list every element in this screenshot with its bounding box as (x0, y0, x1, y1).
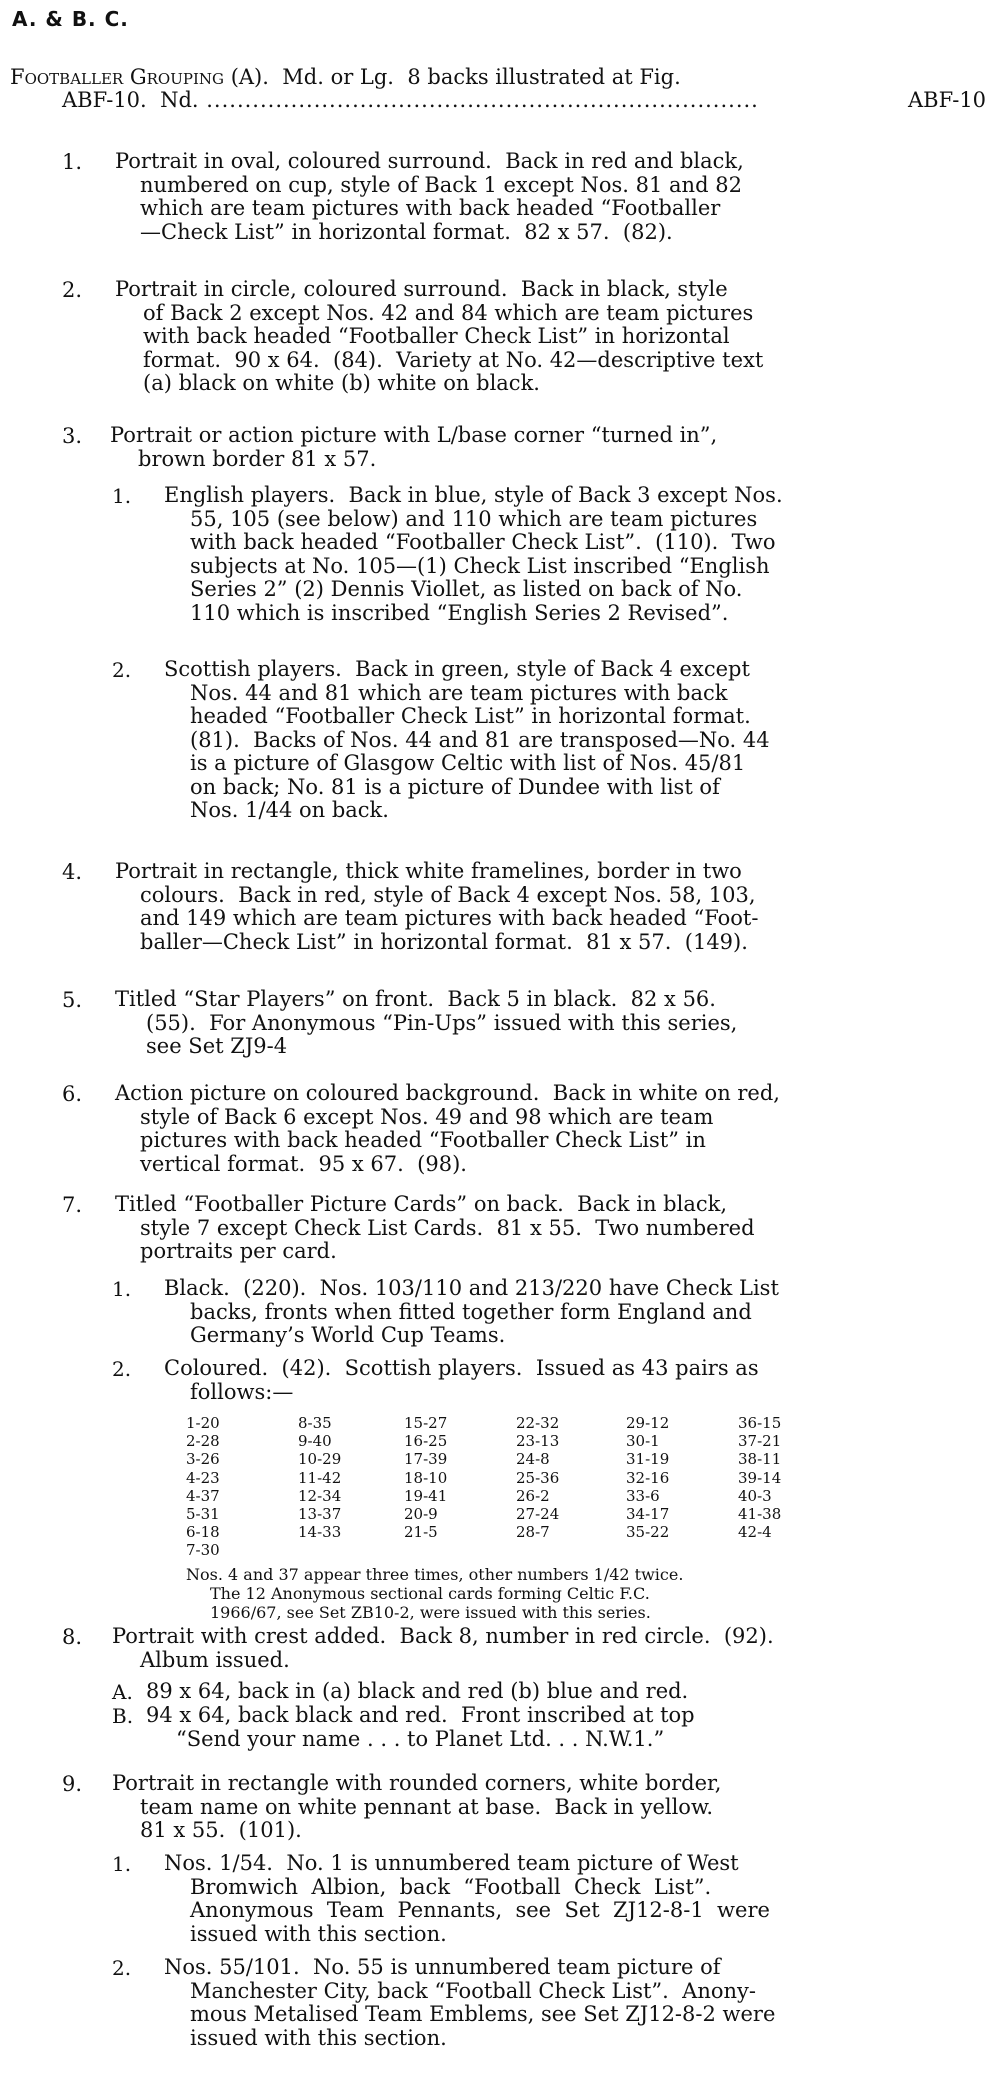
entry-line: 81 x 55. (101). (140, 1818, 302, 1842)
entry-line: 55, 105 (see below) and 110 which are team pictures (190, 506, 758, 531)
entry-line: and 149 which are team pictures with back headed “Foot- (140, 906, 759, 930)
entry-number: 1. (62, 150, 83, 174)
entry-line: Portrait in rectangle with rounded corners, white border, (112, 1771, 722, 1795)
note-line: 1966/67, see Set ZB10-2, were issued with this series. (210, 1603, 651, 1622)
entry-line: Series 2” (2) Dennis Viollet, as listed on back of No. (190, 577, 743, 601)
pairs-table (186, 1414, 866, 1564)
entry-number: B. (112, 1704, 134, 1728)
entry-line: Portrait in circle, coloured surround. Back in black, style (115, 277, 728, 301)
entry-line: Portrait in oval, coloured surround. Back in red and black, (115, 149, 744, 173)
entry-line: Black. (220). Nos. 103/110 and 213/220 have Check List (164, 1276, 779, 1300)
entry-line: 89 x 64, back in (a) black and red (b) blue and red. (146, 1679, 689, 1703)
entry-number: 8. (62, 1625, 83, 1649)
entry-line: vertical format. 95 x 67. (98). (140, 1151, 467, 1176)
entry-line: 94 x 64, back black and red. Front inscribed at top (146, 1703, 695, 1727)
entry-number: 2. (112, 658, 132, 682)
intro-title: Footballer Grouping (10, 65, 225, 89)
entry-line: team name on white pennant at base. Back in yellow. (140, 1794, 714, 1819)
entry-line: follows:— (190, 1379, 294, 1404)
pairs-column: 22-32 23-13 24-8 25-36 26-2 27-24 28-7 (516, 1414, 560, 1542)
intro-ref: ABF-10 (908, 88, 987, 112)
entry-line: Portrait with crest added. Back 8, number in red circle. (92). (112, 1624, 774, 1648)
entry-number: 2. (62, 278, 83, 302)
entry-line: Scottish players. Back in green, style of Back 4 except (164, 657, 750, 681)
entry-line: Album issued. (140, 1647, 290, 1672)
entry-line: portraits per card. (140, 1239, 337, 1263)
intro-line-2 (62, 89, 759, 113)
leader-dots: ........................................................................ (198, 88, 759, 112)
note-line: The 12 Anonymous sectional cards forming Celtic F.C. (210, 1584, 650, 1603)
entry-line: with back headed “Footballer Check List”. (110). Two (190, 530, 776, 554)
entry-line: Bromwich Albion, back “Football Check List”. (190, 1874, 712, 1899)
entry-number: 4. (62, 860, 83, 884)
entry-line: (a) black on white (b) white on black. (143, 371, 540, 395)
note-line: Nos. 4 and 37 appear three times, other numbers 1/42 twice. (186, 1565, 684, 1584)
entry-line: colours. Back in red, style of Back 4 except Nos. 58, 103, (140, 882, 756, 907)
entry-line: subjects at No. 105—(1) Check List inscribed “English (190, 553, 770, 578)
entry-line: Coloured. (42). Scottish players. Issued as 43 pairs as (164, 1356, 759, 1380)
entry-line: which are team pictures with back headed “Footballer (140, 196, 721, 220)
entry-line: English players. Back in blue, style of Back 3 except Nos. (164, 483, 783, 507)
entry-line: “Send your name . . . to Planet Ltd. . . N.W.1.” (176, 1726, 665, 1751)
entry-line: Nos. 1/54. No. 1 is unnumbered team picture of West (164, 1851, 739, 1875)
entry-line: Nos. 1/44 on back. (190, 798, 389, 822)
entry-number: 2. (112, 1357, 132, 1381)
pairs-column: 1-20 2-28 3-26 4-23 4-37 5-31 6-18 7-30 (186, 1414, 220, 1560)
entry-line: backs, fronts when fitted together form England and (190, 1299, 752, 1324)
entry-number: 9. (62, 1772, 83, 1796)
entry-line: numbered on cup, style of Back 1 except Nos. 81 and 82 (140, 172, 742, 197)
entry-number: A. (112, 1680, 133, 1704)
entry-line: style 7 except Check List Cards. 81 x 55. Two numbered (140, 1215, 755, 1240)
entry-line: on back; No. 81 is a picture of Dundee with list of (190, 774, 720, 799)
entry-line: with back headed “Footballer Check List” in horizontal (143, 324, 730, 348)
entry-number: 1. (112, 484, 132, 508)
page-header: A. & B. C. (12, 7, 129, 31)
entry-line: issued with this section. (190, 2025, 447, 2050)
entry-number: 2. (112, 1956, 132, 1980)
entry-line: —Check List” in horizontal format. 82 x 57. (82). (140, 219, 673, 244)
entry-line: Portrait in rectangle, thick white framelines, border in two (115, 859, 742, 883)
entry-line: Nos. 44 and 81 which are team pictures with back (190, 680, 728, 705)
entry-line: Titled “Star Players” on front. Back 5 in black. 82 x 56. (115, 987, 716, 1011)
intro-line-1 (10, 66, 681, 90)
entry-line: style of Back 6 except Nos. 49 and 98 which are team (140, 1104, 714, 1129)
entry-line: Portrait or action picture with L/base corner “turned in”, (110, 423, 718, 447)
pairs-column: 15-27 16-25 17-39 18-10 19-41 20-9 21-5 (404, 1414, 448, 1542)
entry-line: Action picture on coloured background. Back in white on red, (115, 1081, 780, 1105)
entry-line: Manchester City, back “Football Check List”. Anony- (190, 1978, 756, 2003)
entry-line: 110 which is inscribed “English Series 2 Revised”. (190, 600, 729, 625)
entry-number: 1. (112, 1852, 132, 1876)
entry-line: issued with this section. (190, 1921, 447, 1946)
entry-line: is a picture of Glasgow Celtic with list of Nos. 45/81 (190, 751, 746, 775)
entry-line: Germany’s World Cup Teams. (190, 1323, 506, 1347)
entry-line: (55). For Anonymous “Pin-Ups” issued with this series, (146, 1010, 738, 1035)
entry-line: baller—Check List” in horizontal format. 81 x 57. (149). (140, 929, 748, 954)
entry-number: 3. (62, 424, 83, 448)
entry-number: 6. (62, 1082, 83, 1106)
entry-line: of Back 2 except Nos. 42 and 84 which are team pictures (143, 300, 754, 325)
intro-line-1-rest: (A). Md. or Lg. 8 backs illustrated at Fig. (224, 65, 681, 89)
entry-line: brown border 81 x 57. (138, 446, 377, 471)
pairs-column: 36-15 37-21 38-11 39-14 40-3 41-38 42-4 (738, 1414, 782, 1542)
intro-line-2-text: ABF-10. Nd. (62, 88, 199, 112)
entry-number: 1. (112, 1277, 132, 1301)
pairs-column: 8-35 9-40 10-29 11-42 12-34 13-37 14-33 (298, 1414, 342, 1542)
entry-line: Anonymous Team Pennants, see Set ZJ12-8-1 were (190, 1898, 770, 1922)
entry-line: format. 90 x 64. (84). Variety at No. 42—descriptive text (143, 347, 764, 372)
entry-line: mous Metalised Team Emblems, see Set ZJ12-8-2 were (190, 2002, 776, 2026)
entry-line: Titled “Footballer Picture Cards” on back. Back in black, (115, 1192, 728, 1216)
entry-number: 5. (62, 988, 83, 1012)
entry-line: (81). Backs of Nos. 44 and 81 are transposed—No. 44 (190, 727, 770, 752)
entry-line: headed “Footballer Check List” in horizontal format. (190, 704, 751, 728)
entry-line: pictures with back headed “Footballer Check List” in (140, 1128, 706, 1152)
entry-number: 7. (62, 1193, 83, 1217)
pairs-column: 29-12 30-1 31-19 32-16 33-6 34-17 35-22 (626, 1414, 670, 1542)
entry-line: see Set ZJ9-4 (146, 1034, 288, 1058)
entry-line: Nos. 55/101. No. 55 is unnumbered team picture of (164, 1955, 721, 1979)
